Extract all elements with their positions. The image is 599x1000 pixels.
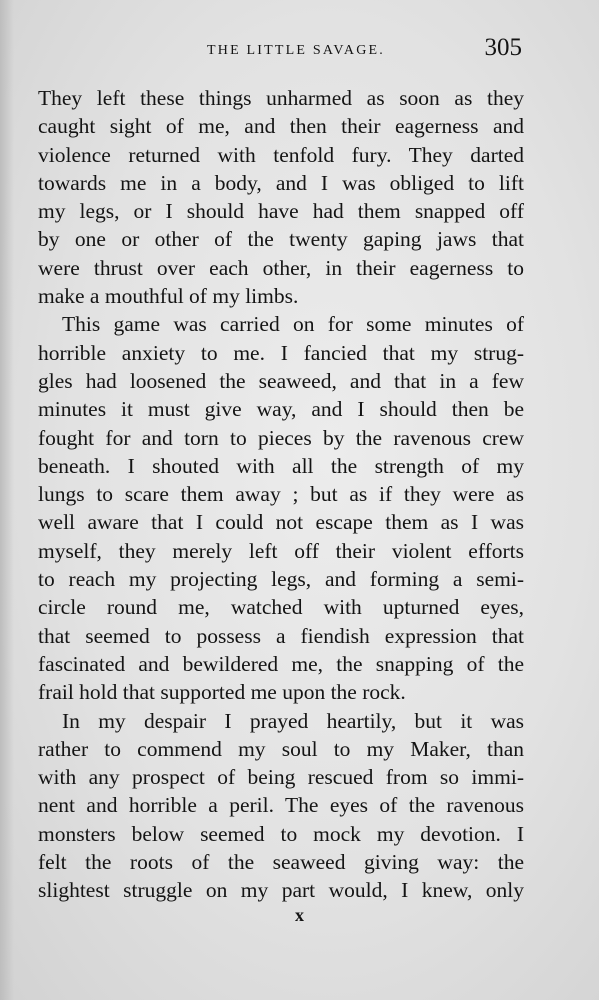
- text-line: well aware that I could not escape them as I was: [38, 510, 524, 535]
- text-line: with any prospect of being rescued from so immi-: [38, 765, 524, 790]
- signature-mark: x: [295, 905, 304, 925]
- text-line: felt the roots of the seaweed giving way: the: [38, 850, 524, 875]
- body-text: [38, 84, 524, 905]
- text-line: towards me in a body, and I was obliged to lift: [38, 170, 524, 195]
- text-line: monsters below seemed to mock my devotion. I: [38, 821, 524, 846]
- text-line: rather to commend my soul to my Maker, than: [38, 736, 524, 761]
- text-line: beneath. I shouted with all the strength of my: [38, 453, 524, 478]
- text-line: myself, they merely left off their violent efforts: [38, 538, 524, 563]
- running-head: [38, 34, 524, 68]
- page-number: 305: [484, 34, 522, 61]
- text-line: gles had loosened the seaweed, and that in a few: [38, 368, 524, 393]
- text-line: minutes it must give way, and I should then be: [38, 397, 524, 422]
- text-line: make a mouthful of my limbs.: [38, 284, 299, 309]
- text-line: violence returned with tenfold fury. They darted: [38, 142, 524, 167]
- text-line: my legs, or I should have had them snapped off: [38, 199, 524, 224]
- text-line: to reach my projecting legs, and forming a semi-: [38, 567, 524, 592]
- text-line: frail hold that supported me upon the rock.: [38, 680, 406, 705]
- text-line: fascinated and bewildered me, the snapping of the: [38, 651, 524, 676]
- text-line: by one or other of the twenty gaping jaws that: [38, 227, 524, 252]
- text-line: This game was carried on for some minutes of: [62, 312, 524, 337]
- text-line: lungs to scare them away ; but as if they were as: [38, 482, 524, 507]
- text-line: nent and horrible a peril. The eyes of the ravenous: [38, 793, 524, 818]
- text-line: were thrust over each other, in their eagerness to: [38, 255, 524, 280]
- spine-shadow: [0, 0, 14, 1000]
- text-line: slightest struggle on my part would, I knew, only: [38, 878, 524, 903]
- running-title: THE LITTLE SAVAGE.: [207, 43, 385, 58]
- text-line: fought for and torn to pieces by the ravenous crew: [38, 425, 524, 450]
- text-line: horrible anxiety to me. I fancied that my strug-: [38, 340, 524, 365]
- text-line: circle round me, watched with upturned eyes,: [38, 595, 524, 620]
- text-line: caught sight of me, and then their eagerness and: [38, 114, 524, 139]
- text-line: In my despair I prayed heartily, but it was: [62, 708, 524, 733]
- text-line: They left these things unharmed as soon as they: [38, 86, 524, 110]
- text-line: that seemed to possess a fiendish expression that: [38, 623, 524, 648]
